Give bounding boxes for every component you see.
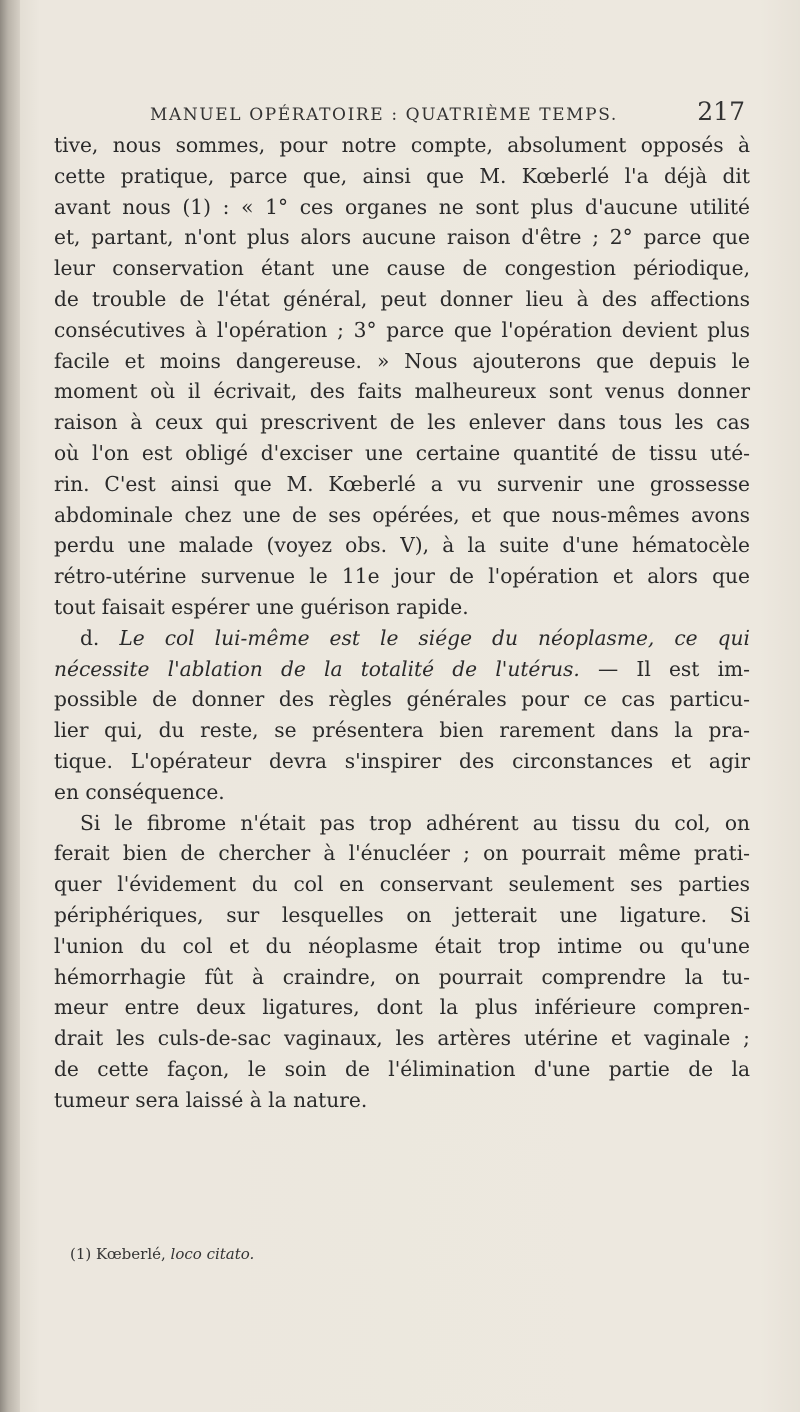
text-line: tout faisait espérer une guérison rapide. (54, 594, 469, 619)
footnote-marker: (1) (70, 1245, 92, 1263)
text-line: cette pratique, parce que, ainsi que M. Kœberlé l'a déjà dit (54, 163, 750, 188)
text-line: possible de donner des règles générales pour ce cas particu- (54, 687, 750, 712)
text-line: leur conservation étant une cause de congestion périodique, (54, 256, 750, 281)
footnote (70, 1245, 254, 1263)
book-binding-shadow (0, 0, 20, 1412)
text-line: lier qui, du reste, se présentera bien rarement dans la pra- (54, 718, 750, 743)
text-line: périphériques, sur lesquelles on jetterait une ligature. Si (54, 902, 750, 927)
text-line: consécutives à l'opération ; 3° parce que l'opération devient plus (54, 317, 750, 342)
text-line: raison à ceux qui prescrivent de les enlever dans tous les cas (54, 410, 750, 435)
text-line: Si le fibrome n'était pas trop adhérent au tissu du col, on (80, 810, 750, 835)
text-line: facile et moins dangereuse. » Nous ajouterons que depuis le (54, 348, 750, 373)
text-line: moment où il écrivait, des faits malheureux sont venus donner (54, 379, 750, 404)
section-d-heading-continued (50, 654, 750, 685)
footnote-citation: loco citato. (170, 1245, 255, 1263)
text-line: perdu une malade (voyez obs. V), à la suite d'une hématocèle (54, 533, 750, 558)
section-label: d. (80, 625, 100, 650)
text-line: tique. L'opérateur devra s'inspirer des circonstances et agir (54, 748, 750, 773)
section-title-italic: nécessite l'ablation de la totalité de l'utérus. (54, 656, 580, 681)
section-title-italic: Le col lui-même est le siége du néoplasme, ce qui (119, 625, 750, 650)
text-line: meur entre deux ligatures, dont la plus inférieure compren- (54, 995, 750, 1020)
text-line: ferait bien de chercher à l'énucléer ; on pourrait même prati- (54, 841, 750, 866)
text-line: quer l'évidement du col en conservant seulement ses parties (54, 872, 750, 897)
text-line: de cette façon, le soin de l'élimination d'une partie de la (54, 1056, 750, 1081)
text-line: avant nous (1) : « 1° ces organes ne sont plus d'aucune utilité (54, 194, 750, 219)
page-number: 217 (697, 97, 745, 126)
running-head (120, 97, 745, 127)
body-text (50, 130, 750, 1116)
text-line: l'union du col et du néoplasme était trop intime ou qu'une (54, 933, 750, 958)
running-title: MANUEL OPÉRATOIRE : QUATRIÈME TEMPS. (150, 105, 618, 125)
text-line: tive, nous sommes, pour notre compte, absolument opposés à (54, 133, 750, 157)
footnote-author: Kœberlé, (96, 1245, 166, 1263)
section-text: — Il est im- (598, 656, 750, 681)
text-line: tumeur sera laissé à la nature. (54, 1087, 368, 1112)
text-line: et, partant, n'ont plus alors aucune raison d'être ; 2° parce que (54, 225, 750, 250)
section-d-heading (50, 623, 750, 654)
text-line: de trouble de l'état général, peut donner lieu à des affections (54, 286, 750, 311)
text-line: rin. C'est ainsi que M. Kœberlé a vu survenir une grossesse (54, 471, 750, 496)
text-line: abdominale chez une de ses opérées, et que nous-mêmes avons (54, 502, 750, 527)
text-line: où l'on est obligé d'exciser une certaine quantité de tissu uté- (54, 440, 750, 465)
text-line: rétro-utérine survenue le 11e jour de l'opération et alors que (54, 564, 750, 589)
text-line: hémorrhagie fût à craindre, on pourrait comprendre la tu- (54, 964, 750, 989)
text-line: drait les culs-de-sac vaginaux, les artères utérine et vaginale ; (54, 1026, 750, 1051)
text-line: en conséquence. (54, 779, 225, 804)
